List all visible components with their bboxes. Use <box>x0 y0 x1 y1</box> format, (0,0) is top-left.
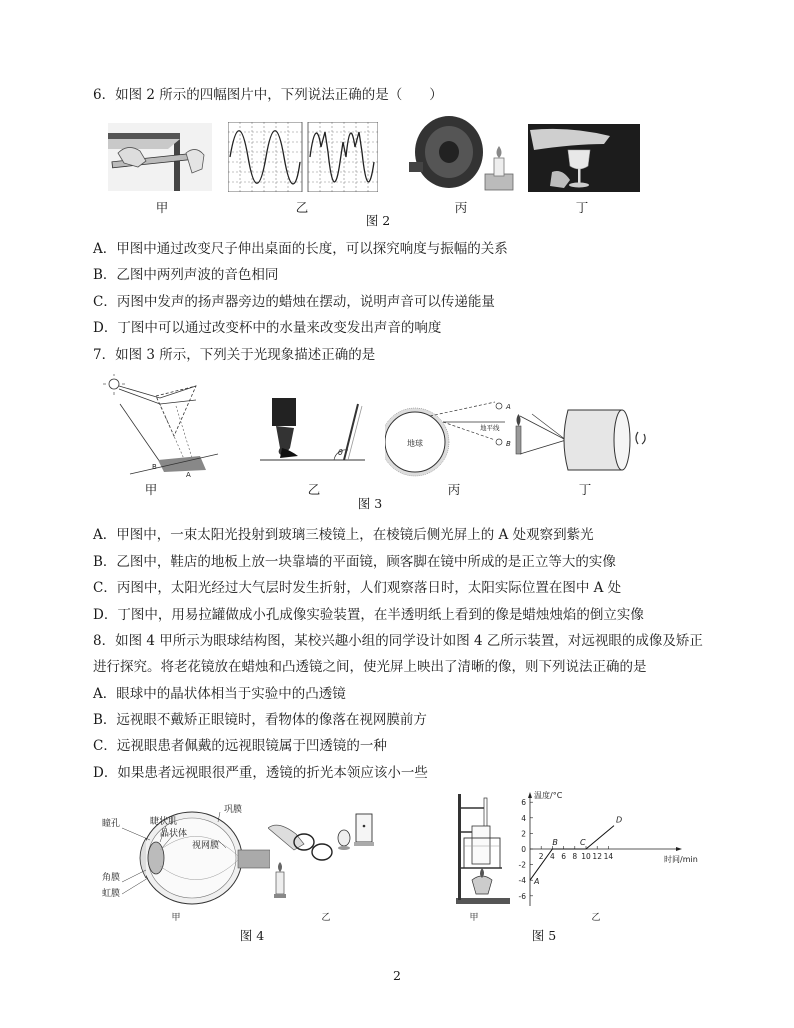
fig3-label-yi: 乙 <box>307 482 321 497</box>
q7-option-c: C．丙图中，太阳光经过大气层时发生折射，人们观察落日时，太阳实际位置在图中 A 处 <box>93 580 622 596</box>
fig4-caption: 图 4 <box>239 928 265 943</box>
fig5-x-tick-label: 2 <box>538 852 544 861</box>
fig3-jia-mark-a: A <box>186 471 191 479</box>
fig5-caption: 图 5 <box>531 928 557 943</box>
fig2-label-bing: 丙 <box>454 200 468 215</box>
fig5-y-tick-label: 2 <box>521 829 526 839</box>
fig5-point-label: D <box>616 815 623 825</box>
fig5-x-tick-label: 14 <box>603 852 614 861</box>
fig2-ding-wine-glass <box>528 124 640 192</box>
fig3-jia-prism-diagram <box>100 374 225 479</box>
fig5-yi-temperature-chart <box>508 786 708 912</box>
fig3-yi-theta: θ <box>338 448 343 457</box>
q7-option-d: D．丁图中，用易拉罐做成小孔成像实验装置，在半透明纸上看到的像是蜡烛烛焰的倒立实像 <box>93 607 644 623</box>
fig3-bing-horizon: 地平线 <box>480 424 500 432</box>
fig5-y-tick-label: -6 <box>518 891 526 901</box>
fig2-caption: 图 2 <box>365 213 391 228</box>
fig3-bing-earth-refraction <box>385 400 525 480</box>
q8-option-a: A．眼球中的晶状体相当于实验中的凸透镜 <box>93 686 346 702</box>
fig4-jia-eye-diagram <box>100 800 270 915</box>
fig3-label-jia: 甲 <box>144 482 158 497</box>
fig5-y-tick-label: -4 <box>518 876 526 886</box>
q8-option-c: C．远视眼患者佩戴的远视眼镜属于凹透镜的一种 <box>93 738 387 754</box>
q8-stem-line2: 进行探究。将老花镜放在蜡烛和凸透镜之间，使光屏上映出了清晰的像，则下列说法正确的是 <box>93 659 647 675</box>
fig2-label-jia: 甲 <box>155 200 169 215</box>
fig5-y-tick-label: -2 <box>518 860 526 870</box>
fig5-sub-yi: 乙 <box>591 913 601 923</box>
fig3-label-ding: 丁 <box>578 482 592 497</box>
fig5-x-tick-label: 10 <box>581 852 591 861</box>
fig4-yi-lens-experiment <box>268 808 388 903</box>
q6-option-b: B．乙图中两列声波的音色相同 <box>93 267 279 283</box>
q6-option-d: D．丁图中可以通过改变杯中的水量来改变发出声音的响度 <box>93 320 442 336</box>
fig5-point-label: A <box>534 877 540 887</box>
fig5-x-label: 时间/min <box>664 855 698 864</box>
q6-option-c: C．丙图中发声的扬声器旁边的蜡烛在摆动，说明声音可以传递能量 <box>93 294 495 310</box>
q7-stem: 7．如图 3 所示，下列关于光现象描述正确的是 <box>93 347 376 363</box>
fig4-sub-jia: 甲 <box>171 913 181 923</box>
q8-option-d: D．如果患者远视眼很严重，透镜的折光本领应该小一些 <box>93 765 428 781</box>
q7-option-a: A．甲图中，一束太阳光投射到玻璃三棱镜上，在棱镜后侧光屏上的 A 处观察到紫光 <box>93 527 594 543</box>
q7-option-b: B．乙图中，鞋店的地板上放一块靠墙的平面镜，顾客脚在镜中所成的是正立等大的实像 <box>93 554 616 570</box>
fig5-x-tick-label: 8 <box>572 852 578 861</box>
fig3-bing-mark-b: B <box>506 440 511 448</box>
fig5-x-tick-label: 12 <box>592 852 602 861</box>
fig3-caption: 图 3 <box>357 496 383 511</box>
fig5-x-tick-label: 6 <box>561 852 566 861</box>
q8-stem-line1: 8．如图 4 甲所示为眼球结构图，某校兴趣小组的同学设计如图 4 乙所示装置，对远视眼的成像及矫正 <box>93 633 703 649</box>
fig5-y-tick-label: 6 <box>521 798 526 808</box>
page-number: 2 <box>393 968 401 983</box>
fig5-sub-jia: 甲 <box>469 913 479 923</box>
fig5-y-tick-label: 0 <box>521 845 526 854</box>
fig4-label-sclera: 巩膜 <box>224 805 243 815</box>
fig3-ding-pinhole-camera <box>512 404 657 476</box>
q6-stem: 6．如图 2 所示的四幅图片中，下列说法正确的是（ ） <box>93 87 443 103</box>
fig5-y-label: 温度/°C <box>534 791 563 800</box>
fig3-jia-mark-b: B <box>152 463 157 471</box>
fig4-label-lens: 晶状体 <box>160 829 188 839</box>
q6-option-a: A．甲图中通过改变尺子伸出桌面的长度，可以探究响度与振幅的关系 <box>93 241 508 257</box>
fig3-bing-mark-a: A <box>506 403 511 411</box>
fig4-label-iris: 虹膜 <box>102 889 121 899</box>
fig2-yi-waveforms <box>228 122 378 192</box>
fig2-jia-ruler-image <box>108 123 212 191</box>
fig2-label-yi: 乙 <box>295 200 309 215</box>
fig3-bing-earth-label: 地球 <box>407 439 423 448</box>
fig2-label-ding: 丁 <box>575 200 589 215</box>
fig3-yi-shoe-mirror <box>260 398 370 468</box>
fig4-sub-yi: 乙 <box>321 913 331 923</box>
fig4-label-cornea: 角膜 <box>102 873 121 883</box>
fig5-point-label: C <box>580 838 586 847</box>
fig5-point-label: B <box>552 838 558 847</box>
fig3-label-bing: 丙 <box>447 482 461 497</box>
fig5-y-tick-label: 4 <box>521 813 526 823</box>
q8-option-b: B．远视眼不戴矫正眼镜时，看物体的像落在视网膜前方 <box>93 712 427 728</box>
fig2-bing-speaker-candle <box>405 112 515 194</box>
fig5-x-tick-label: 4 <box>550 852 555 861</box>
fig4-label-retina: 视网膜 <box>192 841 220 851</box>
fig4-label-pupil: 瞳孔 <box>102 819 121 829</box>
fig4-label-ciliary: 睫状肌 <box>150 817 178 827</box>
